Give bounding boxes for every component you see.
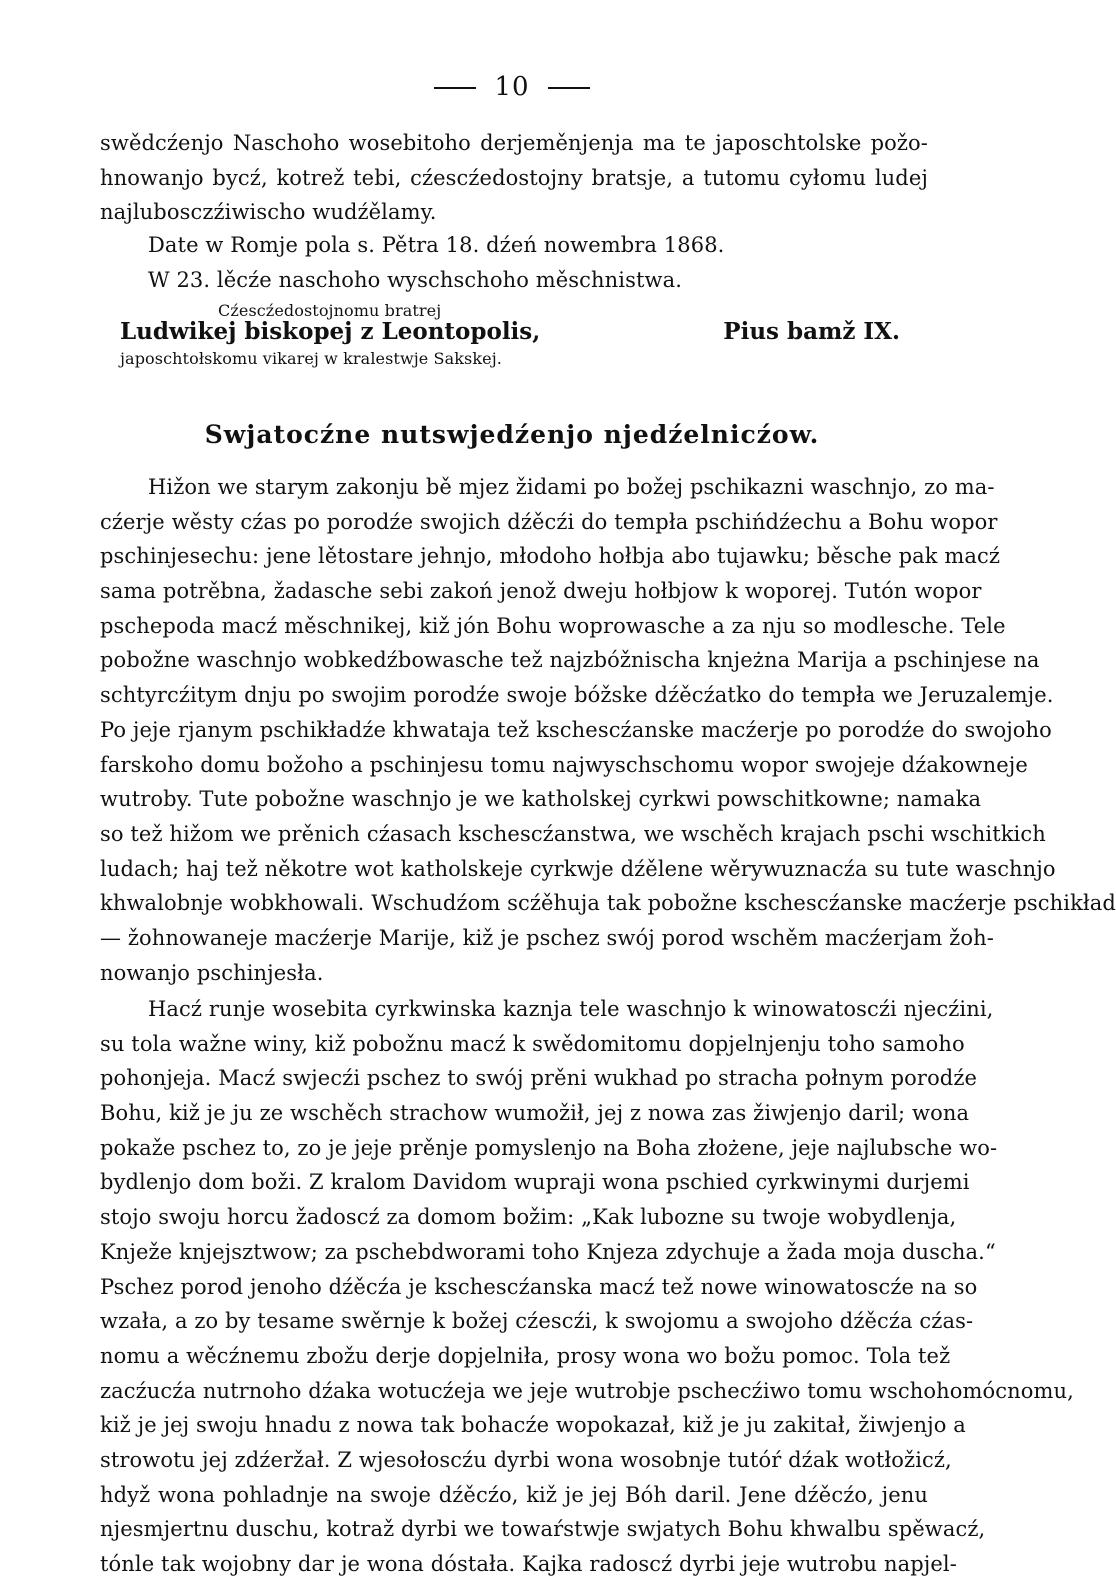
text-line: Knježe knjejsztwow; za pschebdworami toho Knjeza zdychuje a žada moja duscha.“ (100, 1239, 996, 1264)
text-line: pschepoda macź měschnikej, kiž jón Bohu woprowasche a za nju so modlesche. Tele (100, 613, 1006, 638)
text-line: tónle tak wojobny dar je wona dóstała. Kajka radoscź dyrbi jeje wutrobu napjel- (100, 1552, 957, 1576)
intro-paragraph (100, 126, 928, 230)
text-line: pohonjeja. Macź swjecźi pschez to swój prěni wukhad po stracha połnym porodźe (100, 1066, 978, 1091)
text-line: pschinjesechu: jene lětostare jehnjo, młodoho hołbja abo tujawku; běsche pak macź (100, 544, 1001, 569)
date-line: Date w Romje pola s. Pětra 18. dźeń nowembra 1868. (148, 233, 725, 257)
text-line: zacźucźa nutrnoho dźaka wotucźeja we jeje wutrobje pschecźiwo tomu wschohomócnomu, (100, 1378, 1074, 1403)
vicar-line: japoschtołskomu vikarej w kralestwje Sakskej. (120, 349, 502, 368)
text-line: cźerje wěsty cźas po porodźe swojich dźěcźi do tempła pschińdźechu a Bohu wopor (100, 509, 998, 534)
text-line: najlubosczźiwischo wudźělamy. (100, 200, 437, 225)
page-number-dash-left (434, 87, 476, 89)
text-line: pobožne waschnjo wobkedźbowasche tež najzbóžnischa knjeżna Marija a pschinjese na (100, 648, 1040, 673)
date-block (148, 228, 908, 297)
paragraph-2 (100, 992, 1074, 1582)
text-line: sama potrěbna, žadasche sebi zakoń jenož dweju hołbjow k woporej. Tutón wopor (100, 579, 982, 604)
text-line: strowotu jej zdźeržał. Z wjesołoscźu dyrbi wona wosobnje tutóŕ dźak wotłožicź, (100, 1447, 952, 1472)
text-line: hnowanjo bycź, kotrež tebi, cźescźedostojny bratsje, a tutomu cyłomu ludej (100, 165, 928, 190)
text-line: — žohnowaneje macźerje Marije, kiž je pschez swój porod wschěm macźerjam žoh- (100, 925, 994, 950)
text-line: stojo swoju horcu žadoscź za domom božim: „Kak lubozne su twoje wobydlenja, (100, 1205, 957, 1230)
paragraph-1 (100, 470, 1116, 990)
vicar-block (120, 346, 720, 372)
text-line: su tola wažne winy, kiž pobožnu macź k swědomitomu dopjelnjenju toho samoho (100, 1031, 965, 1056)
page-number (0, 72, 1024, 102)
text-line: Hacź runje wosebita cyrkwinska kaznja tele waschnjo k winowatoscźi njecźini, (148, 997, 994, 1021)
text-line: farskoho domu božoho a pschinjesu tomu najwyschschomu wopor swojeje dźakowneje (100, 752, 1028, 777)
signature-recipient: Ludwikej biskopej z Leontopolis, (120, 318, 541, 345)
text-line: Po jeje rjanym pschikładźe khwataja tež kschescźanske macźerje po porodźe do swojoho (100, 717, 1052, 742)
text-line: swědcźenjo Naschoho wosebitoho derjeměnjenja ma te japoschtolske požo- (100, 131, 928, 155)
text-line: pokaže pschez to, zo je jeje prěnje pomyslenjo na Boha złożene, jeje najlubsche wo- (100, 1135, 998, 1160)
text-line: wzała, a zo by tesame swěrnje k božej cźescźi, k swojomu a swojoho dźěcźa cźas- (100, 1309, 974, 1334)
text-line: Pschez porod jenoho dźěcźa je kschescźanska macź tež nowe winowatoscźe na so (100, 1274, 978, 1299)
text-line: hdyž wona pohladnje na swoje dźěcźo, kiž je jej Bóh daril. Jene dźěcźo, jenu (100, 1482, 928, 1507)
text-line: ludach; haj tež někotre wot katholskeje cyrkwje dźělene wěrywuznacźa su tute waschnjo (100, 856, 1056, 881)
signature-pope: Pius bamž IX. (723, 318, 900, 345)
page-number-text: 10 (494, 72, 530, 102)
page-number-dash-right (548, 87, 590, 89)
text-line: schtyrcźitym dnju po swojim porodźe swoje bóžske dźěcźatko do tempła we Jeruzalemje. (100, 683, 1054, 708)
text-line: kiž je jej swoju hnadu z nowa tak bohacźe wopokazał, kiž je ju zakitał, žiwjenjo a (100, 1413, 966, 1438)
text-line: njesmjertnu duschu, kotraž dyrbi we towaŕstwje swjatych Bohu khwalbu spěwacź, (100, 1517, 986, 1542)
text-line: Bohu, kiž je ju ze wschěch strachow wumožił, jej z nowa zas žiwjenjo daril; wona (100, 1101, 970, 1126)
text-line: Hižon we starym zakonju bě mjez židami po božej pschikazni waschnjo, zo ma- (148, 475, 995, 499)
addressee-line: Cźescźedostojnomu bratrej (218, 301, 442, 320)
section-heading: Swjatocźne nutswjedźenjo njedźelnicźow. (204, 420, 820, 449)
text-line: nowanjo pschinjesła. (100, 960, 324, 985)
text-line: khwalobnje wobkhowali. Wschudźom scźěhuja tak pobožne kschescźanske macźerje pschikład (100, 891, 1116, 916)
text-line: bydlenjo dom boži. Z kralom Davidom wupraji wona pschied cyrkwinymi durjemi (100, 1170, 970, 1195)
year-line: W 23. lěcźe naschoho wyschschoho měschnistwa. (148, 267, 682, 292)
text-line: so tež hižom we prěnich cźasach kschescźanstwa, we wschěch krajach pschi wschitkich (100, 821, 1046, 846)
text-line: wutroby. Tute pobožne waschnjo je we katholskej cyrkwi powschitkowne; namaka (100, 787, 982, 812)
text-line: nomu a wěcźnemu zbožu derje dopjelniła, prosy wona wo božu pomoc. Tola tež (100, 1343, 951, 1368)
